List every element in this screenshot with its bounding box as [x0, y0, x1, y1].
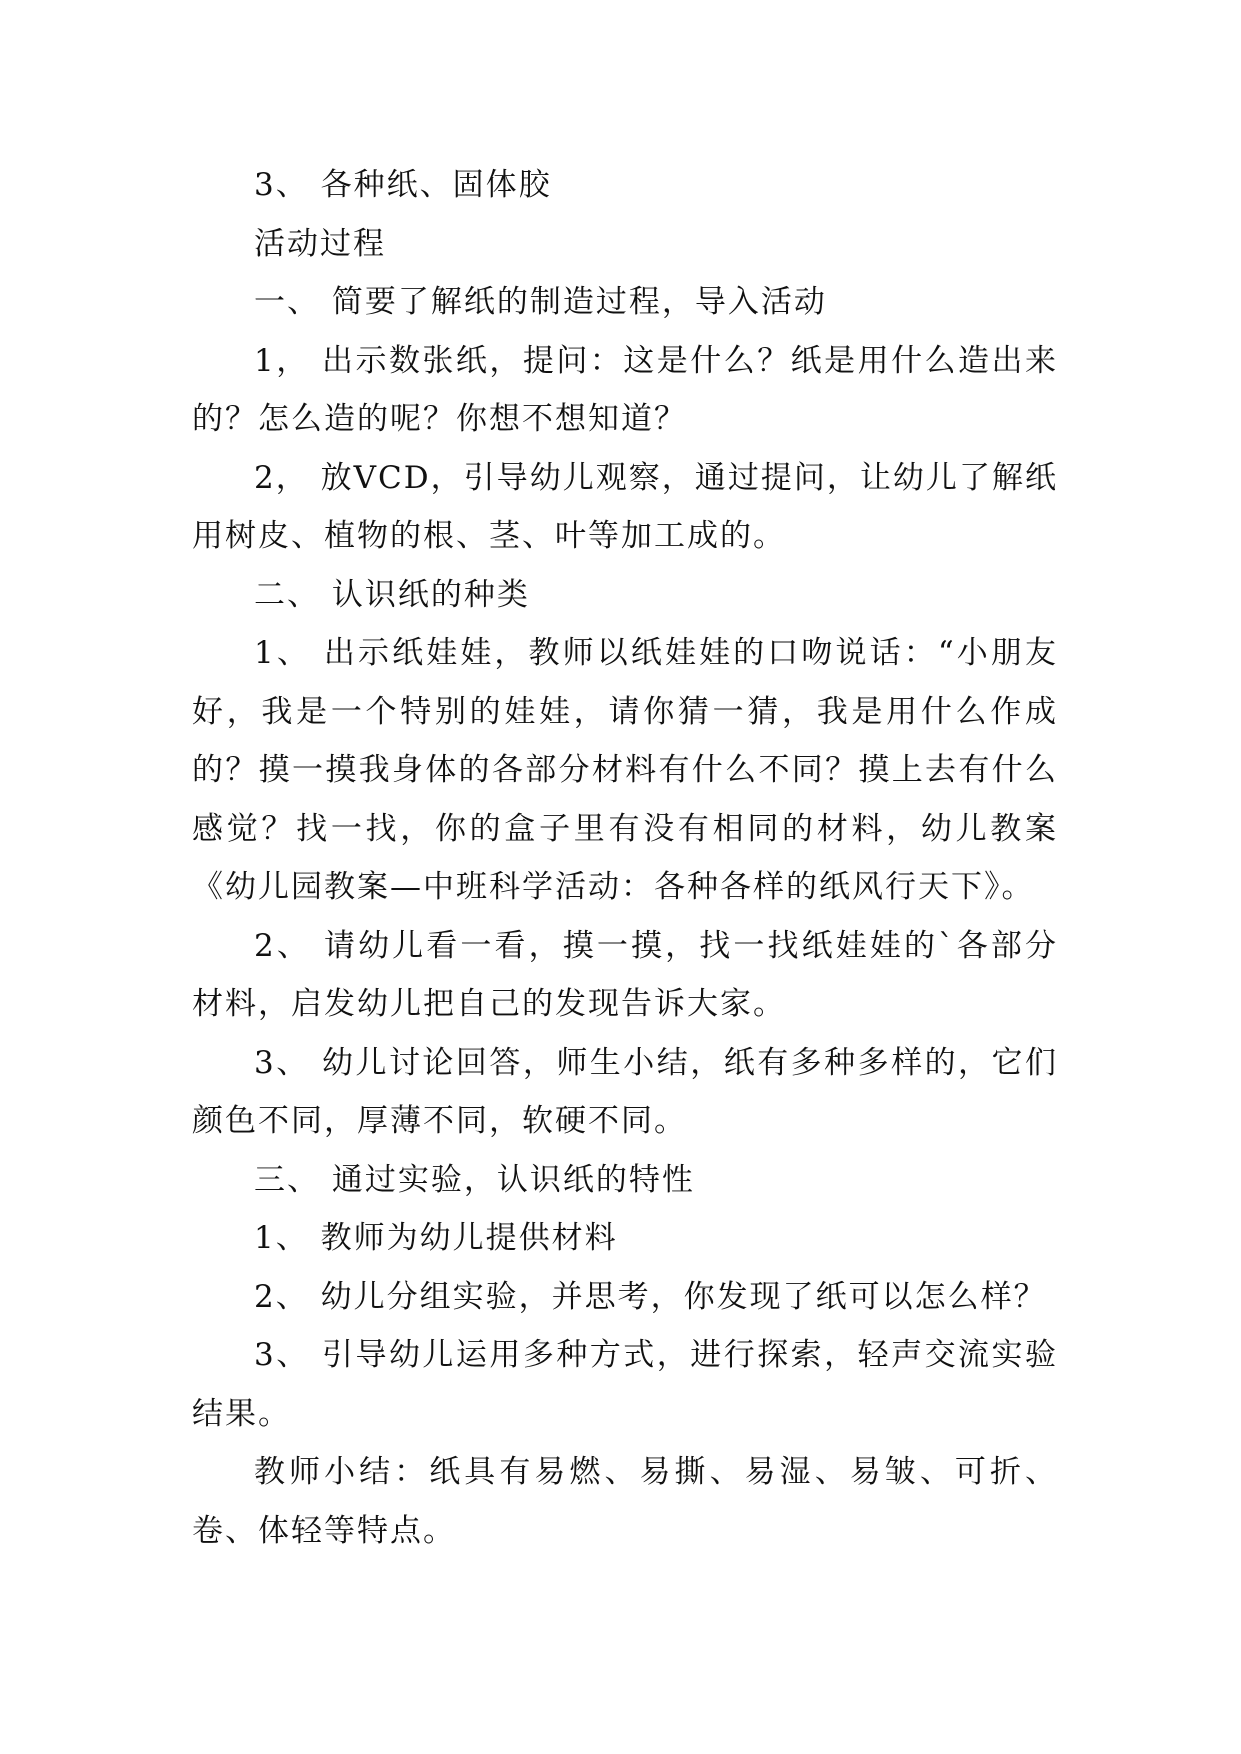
- paragraph-step-2-1: 1、 出示纸娃娃，教师以纸娃娃的口吻说话：“小朋友好，我是一个特别的娃娃，请你猜一猜，我是用什么作成的？摸一摸我身体的各部分材料有什么不同？摸上去有什么感觉？找一找，你的盒子里有没有相同的材料，幼儿教案《幼儿园教案—中班科学活动：各种各样的纸风行天下》。: [192, 635, 1058, 905]
- section-heading-activity-process: 活动过程: [254, 225, 386, 262]
- paragraph-step-1-2: 2， 放VCD，引导幼儿观察，通过提问，让幼儿了解纸用树皮、植物的根、茎、叶等加工成的。: [192, 459, 1058, 554]
- paragraph-materials: 3、 各种纸、固体胶: [254, 167, 552, 203]
- paragraph-step-2-2: 2、 请幼儿看一看，摸一摸，找一找纸娃娃的`各部分材料，启发幼儿把自己的发现告诉大家。: [192, 927, 1058, 1022]
- paragraph-step-3-3: 3、 引导幼儿运用多种方式，进行探索，轻声交流实验结果。: [192, 1337, 1058, 1432]
- section-heading-three: 三、 通过实验，认识纸的特性: [254, 1161, 695, 1198]
- paragraph-step-1-1: 1， 出示数张纸，提问：这是什么？纸是用什么造出来的？怎么造的呢？你想不想知道？: [192, 342, 1058, 437]
- paragraph-step-3-1: 1、 教师为幼儿提供材料: [254, 1220, 618, 1256]
- document-body: [192, 156, 1058, 1560]
- paragraph-teacher-summary: 教师小结：纸具有易燃、易撕、易湿、易皱、可折、卷、体轻等特点。: [192, 1454, 1058, 1549]
- paragraph-step-2-3: 3、 幼儿讨论回答，师生小结，纸有多种多样的，它们颜色不同，厚薄不同，软硬不同。: [192, 1044, 1058, 1139]
- paragraph-step-3-2: 2、 幼儿分组实验，并思考，你发现了纸可以怎么样？: [254, 1278, 1047, 1315]
- section-heading-two: 二、 认识纸的种类: [254, 576, 530, 613]
- section-heading-one: 一、 简要了解纸的制造过程，导入活动: [254, 284, 827, 320]
